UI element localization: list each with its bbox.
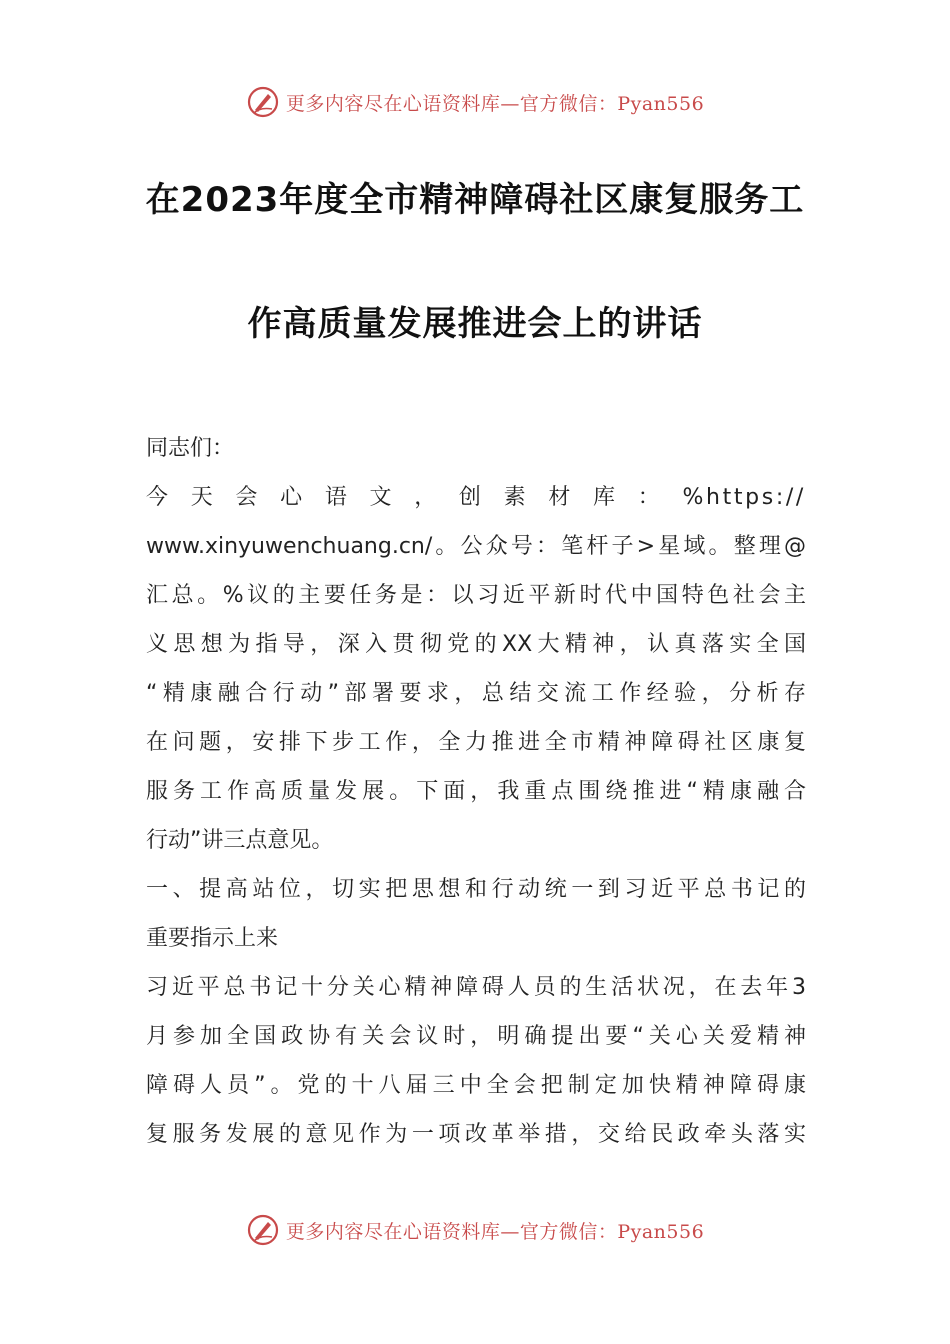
body-line: 今天会心语文，创素材库：%https:// — [146, 485, 806, 510]
body-line: 义思想为指导，深入贯彻党的XX大精神，认真落实全国 — [146, 632, 806, 657]
document-title-line-2: 作高质量发展推进会上的讲话 — [247, 304, 703, 344]
body-line: 服务工作高质量发展。下面，我重点围绕推进“精康融合 — [146, 779, 806, 804]
body-line: 复服务发展的意见作为一项改革举措，交给民政牵头落实 — [146, 1122, 806, 1147]
body-line: 行动”讲三点意见。 — [146, 828, 334, 853]
body-line: 月参加全国政协有关会议时，明确提出要“关心关爱精神 — [146, 1024, 806, 1049]
body-line: www.xinyuwenchuang.cn/。公众号：笔杆子>星域。整理@ — [146, 534, 806, 559]
header-watermark — [0, 80, 950, 124]
watermark-text: 更多内容尽在心语资料库—官方微信：Pyan556 — [285, 92, 705, 115]
body-line: 障碍人员”。党的十八届三中全会把制定加快精神障碍康 — [146, 1073, 806, 1098]
footer-watermark — [0, 1208, 950, 1252]
document-title-line-1: 在2023年度全市精神障碍社区康复服务工 — [145, 180, 805, 220]
watermark-text: 更多内容尽在心语资料库—官方微信：Pyan556 — [285, 1220, 705, 1243]
pen-logo-icon — [246, 85, 280, 119]
document-body — [146, 424, 806, 1159]
body-line: 在问题，安排下步工作，全力推进全市精神障碍社区康复 — [146, 730, 806, 755]
pen-logo-icon — [246, 1213, 280, 1247]
body-line: 习近平总书记十分关心精神障碍人员的生活状况，在去年3 — [146, 975, 806, 1000]
body-line: 一、提高站位，切实把思想和行动统一到习近平总书记的 — [146, 877, 806, 902]
body-line: 重要指示上来 — [146, 926, 279, 951]
body-line: “精康融合行动”部署要求，总结交流工作经验，分析存 — [146, 681, 806, 706]
body-line: 汇总。%议的主要任务是：以习近平新时代中国特色社会主 — [146, 583, 806, 608]
body-line: 同志们： — [146, 436, 235, 461]
